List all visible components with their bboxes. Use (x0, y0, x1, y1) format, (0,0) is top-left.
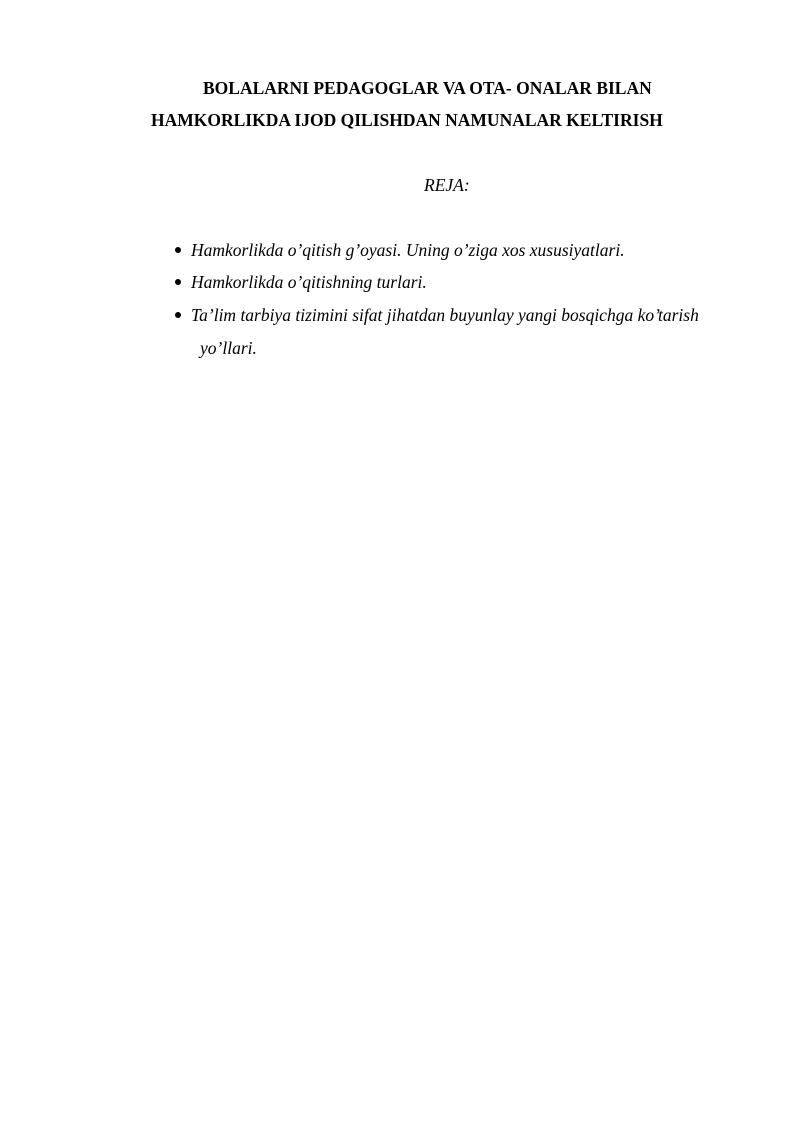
document-title-line-1: BOLALARNI PEDAGOGLAR VA OTA- ONALAR BILAN (203, 78, 652, 98)
bullet-icon (175, 247, 181, 253)
plan-item-text: Ta’lim tarbiya tizimini sifat jihatdan buyunlay yangi bosqichga ko’tarish (191, 305, 699, 325)
bullet-icon (175, 312, 181, 318)
plan-item-text: Hamkorlikda o’qitishning turlari. (191, 272, 427, 292)
plan-heading: REJA: (424, 175, 470, 195)
document-title-line-2: HAMKORLIKDA IJOD QILISHDAN NAMUNALAR KELTIRISH (151, 110, 663, 130)
plan-item-text: Hamkorlikda o’qitish g’oyasi. Uning o’ziga xos xususiyatlari. (191, 240, 625, 260)
bullet-icon (175, 279, 181, 285)
plan-item-continuation: yo’llari. (200, 338, 257, 358)
